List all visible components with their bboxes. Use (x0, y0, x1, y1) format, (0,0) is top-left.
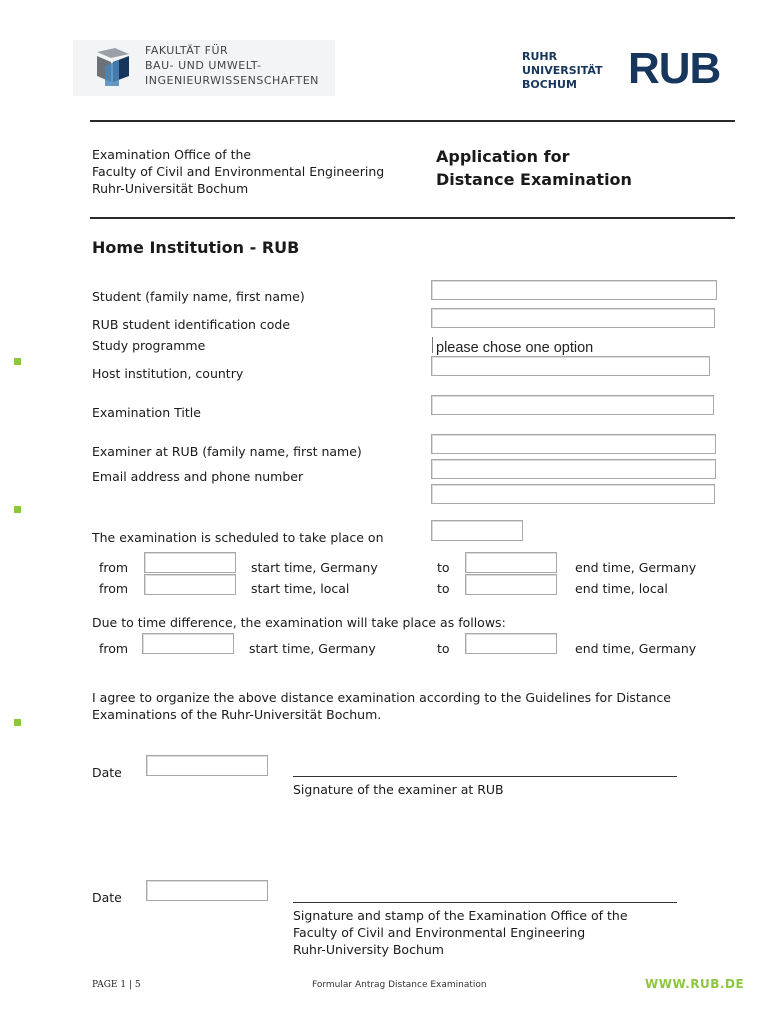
agreement-line-1: I agree to organize the above distance examination according to the Guidelines for Distance (92, 690, 671, 705)
date-label: Date (92, 890, 122, 905)
end-time-germany-field[interactable] (465, 552, 557, 573)
doc-title-line-2: Distance Examination (436, 170, 632, 189)
to-label: to (437, 581, 450, 596)
student-label: Student (family name, first name) (92, 289, 305, 304)
adjusted-end-label: end time, Germany (575, 641, 697, 656)
end-time-local-field[interactable] (465, 574, 557, 595)
examiner-signature-label: Signature of the examiner at RUB (293, 782, 504, 797)
page-number: PAGE 1 | 5 (92, 980, 141, 990)
header-divider (90, 120, 735, 122)
exam-title-label: Examination Title (92, 405, 201, 420)
doc-title-line-1: Application for (436, 147, 570, 166)
side-marker (14, 358, 21, 365)
programme-label: Study programme (92, 338, 206, 353)
agreement-line-2: Examinations of the Ruhr-Universität Bochum. (92, 707, 382, 722)
form-name: Formular Antrag Distance Examination (312, 980, 487, 990)
website-url: WWW.RUB.DE (645, 977, 745, 991)
start-germany-label: start time, Germany (251, 560, 378, 575)
from-label: from (99, 641, 129, 656)
phone-field[interactable] (431, 484, 715, 504)
adjusted-start-time-field[interactable] (142, 633, 234, 654)
email-field[interactable] (431, 459, 716, 479)
host-label: Host institution, country (92, 366, 244, 381)
end-local-label: end time, local (575, 581, 668, 596)
office-line-1: Examination Office of the (92, 147, 252, 162)
office-signature-label-1: Signature and stamp of the Examination Office of the (293, 908, 628, 923)
host-institution-field[interactable] (431, 356, 710, 376)
office-line-3: Ruhr-Universität Bochum (92, 181, 249, 196)
examiner-date-field[interactable] (146, 755, 268, 776)
university-name-line-3: BOCHUM (522, 78, 577, 91)
section-title: Home Institution - RUB (92, 238, 300, 257)
student-id-label: RUB student identification code (92, 317, 291, 332)
examiner-label: Examiner at RUB (family name, first name) (92, 444, 362, 459)
university-name-line-2: UNIVERSITÄT (522, 64, 603, 77)
scheduled-label: The examination is scheduled to take place on (92, 530, 384, 545)
office-line-2: Faculty of Civil and Environmental Engineering (92, 164, 385, 179)
programme-select[interactable] (432, 337, 594, 356)
exam-title-field[interactable] (431, 395, 714, 415)
student-name-field[interactable] (431, 280, 717, 300)
to-label: to (437, 641, 450, 656)
office-signature-line (293, 902, 677, 903)
office-signature-label-2: Faculty of Civil and Environmental Engineering (293, 925, 586, 940)
date-label: Date (92, 765, 122, 780)
office-signature-label-3: Ruhr-University Bochum (293, 942, 444, 957)
time-difference-label: Due to time difference, the examination will take place as follows: (92, 615, 506, 630)
from-label: from (99, 581, 129, 596)
rub-logo: RUB (628, 44, 721, 93)
faculty-name-line-2: BAU- UND UMWELT- (145, 59, 262, 72)
faculty-name-line-3: INGENIEURWISSENSCHAFTEN (145, 74, 319, 87)
faculty-logo-icon (95, 46, 133, 88)
faculty-logo (73, 40, 335, 96)
university-name-line-1: RUHR (522, 50, 558, 63)
side-marker (14, 719, 21, 726)
student-id-field[interactable] (431, 308, 715, 328)
end-germany-label: end time, Germany (575, 560, 697, 575)
title-divider (90, 217, 735, 219)
examiner-name-field[interactable] (431, 434, 716, 454)
examiner-signature-line (293, 776, 677, 777)
from-label: from (99, 560, 129, 575)
faculty-name-line-1: FAKULTÄT FÜR (145, 44, 229, 57)
office-date-field[interactable] (146, 880, 268, 901)
adjusted-start-label: start time, Germany (249, 641, 376, 656)
start-local-label: start time, local (251, 581, 350, 596)
exam-date-field[interactable] (431, 520, 523, 541)
start-time-local-field[interactable] (144, 574, 236, 595)
programme-select-value: please chose one option (436, 340, 594, 356)
to-label: to (437, 560, 450, 575)
side-marker (14, 506, 21, 513)
adjusted-end-time-field[interactable] (465, 633, 557, 654)
start-time-germany-field[interactable] (144, 552, 236, 573)
contact-label: Email address and phone number (92, 469, 304, 484)
